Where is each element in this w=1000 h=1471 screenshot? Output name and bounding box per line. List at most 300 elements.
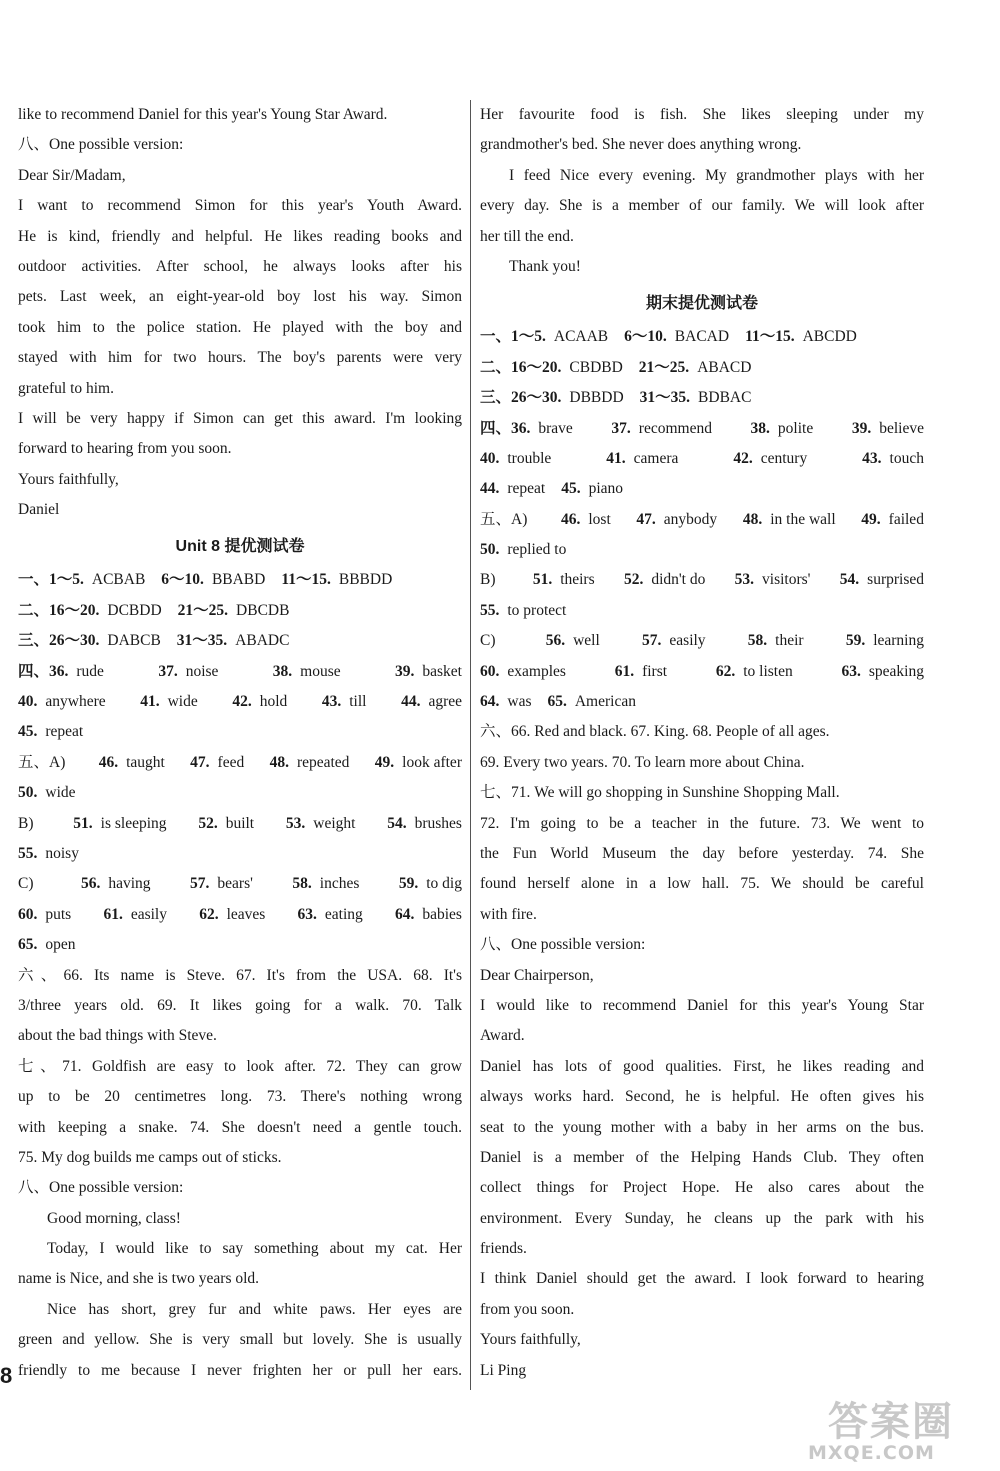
answer-item xyxy=(292,869,359,899)
answer-text: polite xyxy=(777,419,814,437)
text-line: seat to the young mother with a baby in her arms on the bus. xyxy=(480,1118,924,1136)
question-number: B) xyxy=(480,571,496,589)
answer-item xyxy=(198,809,254,839)
text-line: Award. xyxy=(480,1027,525,1045)
question-number: C) xyxy=(18,875,34,893)
text-line: 七、71. We will go shopping in Sunshine Shopping Mall. xyxy=(480,784,840,802)
question-number: 50. xyxy=(480,541,500,559)
right-answer-grid xyxy=(480,322,924,717)
question-number: 39. xyxy=(395,662,415,680)
answer-text: believe xyxy=(879,419,924,437)
question-number: 63. xyxy=(841,662,861,680)
answer-item xyxy=(177,626,290,656)
answer-item xyxy=(103,900,167,930)
answer-text: replied to xyxy=(507,541,567,559)
question-number: 49. xyxy=(374,753,395,771)
text-line: friends. xyxy=(480,1240,527,1258)
answer-item xyxy=(18,687,106,717)
answer-text: noise xyxy=(185,662,219,680)
answer-text: feed xyxy=(217,753,245,771)
question-number: 38. xyxy=(272,662,293,680)
question-number: 56. xyxy=(80,875,101,893)
question-number: 11～15. xyxy=(281,571,331,589)
answer-text: recommend xyxy=(638,419,712,437)
question-number: 48. xyxy=(742,510,763,528)
answer-item xyxy=(81,869,151,899)
text-line: stayed with him for two hours. The boy's parents were very xyxy=(18,349,462,367)
answer-text: wide xyxy=(167,693,198,711)
left-bottom-text xyxy=(18,961,462,1204)
answer-item xyxy=(751,414,814,444)
answer-item xyxy=(73,809,166,839)
answer-item xyxy=(842,657,924,687)
answer-text: failed xyxy=(888,510,924,528)
answer-item xyxy=(533,565,595,595)
question-number: 二、16～20. xyxy=(18,601,100,619)
answer-text: anybody xyxy=(663,510,718,528)
essay-line: friendly to me because I never frighten her or pull her ears. xyxy=(18,1361,462,1379)
answer-text: agree xyxy=(428,693,462,711)
answer-text: first xyxy=(642,662,668,680)
text-line: 八、One possible version: xyxy=(18,1179,184,1197)
essay-line: name is Nice, and she is two years old. xyxy=(18,1270,260,1288)
left-top-text xyxy=(18,100,462,525)
answer-text: easily xyxy=(130,905,167,923)
essay-line: Thank you! xyxy=(509,257,581,275)
answer-text: American xyxy=(574,693,636,711)
question-number: 一、1～5. xyxy=(480,328,546,346)
essay-line: every day. She is a member of our family. We will look after xyxy=(480,197,924,215)
answer-text: century xyxy=(760,449,808,467)
question-number: 42. xyxy=(733,449,753,467)
answer-row xyxy=(18,778,462,808)
answer-item xyxy=(561,505,611,535)
answer-item xyxy=(18,657,104,687)
answer-text: till xyxy=(349,693,367,711)
answer-item xyxy=(395,900,462,930)
question-number: 59. xyxy=(845,632,866,650)
question-number: 64. xyxy=(480,693,500,711)
answer-text: hold xyxy=(259,693,288,711)
answer-item xyxy=(199,900,265,930)
question-number: 41. xyxy=(140,693,160,711)
question-number: 47. xyxy=(636,510,656,528)
answer-text: surprised xyxy=(867,571,924,589)
answer-text: to dig xyxy=(426,875,462,893)
text-line: 六、66. Its name is Steve. 67. It's from the USA. 68. It's xyxy=(18,966,462,984)
answer-row xyxy=(18,626,462,656)
answer-text: built xyxy=(225,814,255,832)
question-number: 47. xyxy=(190,753,210,771)
answer-item xyxy=(480,383,624,413)
answer-text: their xyxy=(775,632,804,650)
text-line: environment. Every Sunday, he cleans up the park with his xyxy=(480,1209,924,1227)
answer-text: DBBDD xyxy=(569,389,624,407)
question-number: 二、16～20. xyxy=(480,358,562,376)
question-number: 37. xyxy=(611,419,631,437)
text-line: 3/three years old. 69. It likes going for a walk. 70. Talk xyxy=(18,996,462,1014)
answer-text: BDBAC xyxy=(698,389,752,407)
answer-item xyxy=(18,869,42,899)
question-number: 56. xyxy=(545,632,566,650)
answer-item xyxy=(298,900,363,930)
answer-row xyxy=(480,596,924,626)
answer-item xyxy=(546,626,600,656)
answer-row xyxy=(480,626,924,656)
essay-line: grandmother's bed. She never does anything wrong. xyxy=(480,136,802,154)
answer-text: repeated xyxy=(296,753,350,771)
answer-text: brave xyxy=(538,419,573,437)
question-number: 五、A) xyxy=(18,753,66,771)
text-line: Yours faithfully, xyxy=(18,470,119,488)
question-number: 四、36. xyxy=(18,662,69,680)
question-number: 46. xyxy=(98,753,119,771)
answer-row xyxy=(480,414,924,444)
answer-item xyxy=(99,748,165,778)
question-number: 三、26～30. xyxy=(18,632,100,650)
answer-text: repeat xyxy=(507,480,546,498)
question-number: 51. xyxy=(532,571,553,589)
answer-item xyxy=(161,565,265,595)
question-number: 41. xyxy=(606,449,626,467)
question-number: 11～15. xyxy=(745,328,795,346)
text-line: forward to hearing from you soon. xyxy=(18,440,232,458)
answer-text: in the wall xyxy=(770,510,836,528)
answer-item xyxy=(480,596,566,626)
answer-item xyxy=(642,626,706,656)
answer-row xyxy=(480,474,924,504)
question-number: 55. xyxy=(480,601,500,619)
question-number: 49. xyxy=(861,510,881,528)
question-number: 43. xyxy=(321,693,342,711)
question-number: 65. xyxy=(547,693,567,711)
question-number: 31～35. xyxy=(176,632,228,650)
answer-item xyxy=(624,322,729,352)
answer-item xyxy=(615,657,667,687)
question-number: 57. xyxy=(642,632,662,650)
answer-text: BBABD xyxy=(211,571,266,589)
answer-item xyxy=(286,809,356,839)
answer-text: bears' xyxy=(217,875,253,893)
answer-text: weight xyxy=(313,814,356,832)
answer-text: eating xyxy=(324,905,363,923)
answer-text: BACAD xyxy=(674,328,730,346)
answer-row xyxy=(480,657,924,687)
right-bottom-text xyxy=(480,717,924,1386)
unit8-section-title: Unit 8 提优测试卷 xyxy=(175,538,305,556)
answer-item xyxy=(395,657,462,687)
answer-item xyxy=(375,748,462,778)
answer-text: theirs xyxy=(560,571,595,589)
answer-text: babies xyxy=(422,905,462,923)
watermark xyxy=(800,1390,995,1468)
text-line: 六、66. Red and black. 67. King. 68. People of all ages. xyxy=(480,723,830,741)
answer-text: wide xyxy=(45,784,76,802)
answer-row xyxy=(18,687,462,717)
question-number: 40. xyxy=(480,449,500,467)
answer-row xyxy=(18,930,462,960)
answer-row xyxy=(18,717,462,747)
answer-text: DCBDD xyxy=(107,601,162,619)
answer-item xyxy=(401,687,462,717)
text-line: 75. My dog builds me camps out of sticks. xyxy=(18,1148,282,1166)
answer-text: open xyxy=(45,936,76,954)
answer-text: ACBAB xyxy=(91,571,146,589)
answer-row xyxy=(480,687,924,717)
answer-text: having xyxy=(108,875,151,893)
text-line: grateful to him. xyxy=(18,379,114,397)
text-line: from you soon. xyxy=(480,1300,575,1318)
answer-row xyxy=(480,505,924,535)
text-line: with keeping a snake. 74. She doesn't need a gentle touch. xyxy=(18,1118,462,1136)
answer-text: BBBDD xyxy=(338,571,393,589)
answer-text: camera xyxy=(633,449,679,467)
right-top-text xyxy=(480,100,924,282)
answer-item xyxy=(480,505,535,535)
question-number: 57. xyxy=(190,875,210,893)
text-line: pets. Last week, an eight-year-old boy lost his way. Simon xyxy=(18,288,462,306)
answer-item xyxy=(716,657,793,687)
question-number: 52. xyxy=(198,814,218,832)
answer-text: ACAAB xyxy=(553,328,609,346)
answer-item xyxy=(480,444,551,474)
answer-item xyxy=(281,565,392,595)
answer-item xyxy=(158,657,218,687)
answer-item xyxy=(480,565,504,595)
answer-item xyxy=(18,748,73,778)
answer-row xyxy=(18,809,462,839)
answer-item xyxy=(270,748,350,778)
answer-item xyxy=(140,687,198,717)
answer-row xyxy=(480,322,924,352)
text-line: I will be very happy if Simon can get this award. I'm looking xyxy=(18,409,462,427)
answer-row xyxy=(480,535,924,565)
question-number: 6～10. xyxy=(161,571,204,589)
question-number: 46. xyxy=(561,510,581,528)
question-number: 四、36. xyxy=(480,419,531,437)
answer-text: puts xyxy=(45,905,72,923)
question-number: 62. xyxy=(199,905,219,923)
answer-item xyxy=(232,687,287,717)
question-number: 40. xyxy=(18,693,38,711)
answer-text: ABCDD xyxy=(802,328,857,346)
answer-text: leaves xyxy=(226,905,266,923)
answer-text: visitors' xyxy=(762,571,811,589)
question-number: 50. xyxy=(18,784,38,802)
answer-text: brushes xyxy=(414,814,462,832)
question-number: 63. xyxy=(297,905,317,923)
answer-text: to listen xyxy=(743,662,793,680)
answer-text: learning xyxy=(873,632,924,650)
answer-item xyxy=(387,809,462,839)
question-number: 五、A) xyxy=(480,510,528,528)
answer-item xyxy=(18,717,83,747)
answer-row xyxy=(480,383,924,413)
answer-item xyxy=(18,778,76,808)
question-number: 6～10. xyxy=(624,328,667,346)
text-line: always works hard. Second, he is helpful. He often gives his xyxy=(480,1088,924,1106)
question-number: 58. xyxy=(747,632,768,650)
answer-item xyxy=(480,626,504,656)
answer-text: to protect xyxy=(507,601,567,619)
answer-item xyxy=(18,900,71,930)
answer-text: mouse xyxy=(300,662,341,680)
text-line: 72. I'm going to be a teacher in the future. 73. We went to xyxy=(480,814,924,832)
question-number: 42. xyxy=(232,693,252,711)
text-line: I think Daniel should get the award. I look forward to hearing xyxy=(480,1270,924,1288)
answer-item xyxy=(18,596,162,626)
text-line: Dear Chairperson, xyxy=(480,966,594,984)
answer-row xyxy=(18,657,462,687)
question-number: 38. xyxy=(750,419,770,437)
question-number: 一、1～5. xyxy=(18,571,84,589)
question-number: 54. xyxy=(839,571,860,589)
answer-item xyxy=(18,930,76,960)
answer-item xyxy=(745,322,857,352)
answer-item xyxy=(846,626,924,656)
answer-item xyxy=(273,657,341,687)
answer-text: basket xyxy=(422,662,462,680)
text-line: collect things for Project Hope. He also cares about the xyxy=(480,1179,924,1197)
answer-item xyxy=(480,657,566,687)
answer-row xyxy=(18,596,462,626)
text-line: like to recommend Daniel for this year's Young Star Award. xyxy=(18,106,388,123)
answer-text: ABACD xyxy=(697,358,752,376)
answer-row xyxy=(18,748,462,778)
answer-text: taught xyxy=(126,753,165,771)
question-number: 60. xyxy=(480,662,500,680)
answer-text: trouble xyxy=(507,449,552,467)
answer-text: easily xyxy=(669,632,706,650)
answer-text: rude xyxy=(76,662,104,680)
answer-item xyxy=(861,505,924,535)
answer-item xyxy=(399,869,462,899)
answer-text: look after xyxy=(402,753,462,771)
question-number: 55. xyxy=(18,844,38,862)
answer-text: inches xyxy=(319,875,360,893)
answer-text: CBDBD xyxy=(569,358,623,376)
question-number: 48. xyxy=(269,753,289,771)
answer-item xyxy=(480,414,573,444)
answer-row xyxy=(18,565,462,595)
answer-text: lost xyxy=(588,510,611,528)
answer-item xyxy=(611,414,712,444)
text-line: 八、One possible version: xyxy=(480,936,646,954)
answer-item xyxy=(322,687,367,717)
answer-text: examples xyxy=(507,662,566,680)
answer-item xyxy=(735,565,811,595)
left-column xyxy=(18,100,462,1386)
question-number: 44. xyxy=(401,693,421,711)
answer-row xyxy=(480,565,924,595)
essay-line: I feed Nice every evening. My grandmother plays with her xyxy=(509,166,924,184)
answer-item xyxy=(178,596,290,626)
question-number: 58. xyxy=(292,875,312,893)
essay-line: Good morning, class! xyxy=(47,1209,181,1227)
text-line: the Fun World Museum the day before yesterday. 74. She xyxy=(480,844,924,862)
text-line: Daniel has lots of good qualities. First, he likes reading and xyxy=(480,1057,924,1075)
essay-line: Nice has short, grey fur and white paws. Her eyes are xyxy=(47,1300,462,1318)
text-line: Yours faithfully, xyxy=(480,1331,581,1349)
text-line: I would like to recommend Daniel for this year's Young Star xyxy=(480,996,924,1014)
answer-item xyxy=(18,809,42,839)
question-number: 21～25. xyxy=(638,358,690,376)
answer-item xyxy=(640,383,752,413)
answer-text: noisy xyxy=(45,844,79,862)
question-number: 43. xyxy=(862,449,882,467)
text-line: Daniel xyxy=(18,501,60,519)
answer-item xyxy=(18,839,79,869)
answer-item xyxy=(852,414,924,444)
text-line: Daniel is a member of the Helping Hands Club. They often xyxy=(480,1148,924,1166)
answer-row xyxy=(18,869,462,899)
question-number: 62. xyxy=(715,662,736,680)
essay-line: Today, I would like to say something about my cat. Her xyxy=(47,1240,462,1258)
question-number: 59. xyxy=(398,875,419,893)
question-number: 51. xyxy=(73,814,93,832)
question-number: 31～35. xyxy=(639,389,691,407)
answer-item xyxy=(480,474,545,504)
right-column xyxy=(480,100,924,1386)
final-exam-section-title: 期末提优测试卷 xyxy=(645,295,758,313)
question-number: 三、26～30. xyxy=(480,389,562,407)
left-essay xyxy=(18,1204,462,1386)
answer-row xyxy=(480,353,924,383)
answer-item xyxy=(18,565,145,595)
answer-text: ABADC xyxy=(235,632,290,650)
question-number: 37. xyxy=(158,662,178,680)
question-number: 54. xyxy=(387,814,407,832)
text-line: found herself alone in a low hall. 75. We should be careful xyxy=(480,875,924,893)
text-line: Li Ping xyxy=(480,1361,527,1379)
answer-text: DABCB xyxy=(107,632,161,650)
answer-item xyxy=(561,474,623,504)
answer-item xyxy=(480,353,623,383)
column-divider xyxy=(470,100,471,1390)
text-line: I want to recommend Simon for this year's Youth Award. xyxy=(18,197,462,215)
text-line: Dear Sir/Madam, xyxy=(18,166,126,184)
question-number: 64. xyxy=(394,905,415,923)
answer-item xyxy=(743,505,836,535)
question-number: 53. xyxy=(734,571,755,589)
question-number: 21～25. xyxy=(177,601,229,619)
answer-text: repeat xyxy=(45,723,84,741)
text-line: up to be 20 centimetres long. 73. There's nothing wrong xyxy=(18,1088,462,1106)
question-number: 39. xyxy=(851,419,872,437)
answer-item xyxy=(639,353,752,383)
text-line: outdoor activities. After school, he always looks after his xyxy=(18,257,462,275)
answer-text: anywhere xyxy=(45,693,106,711)
answer-item xyxy=(840,565,924,595)
answer-item xyxy=(480,322,608,352)
question-number: 60. xyxy=(18,905,38,923)
answer-row xyxy=(18,839,462,869)
text-line: took him to the police station. He played with the boy and xyxy=(18,318,462,336)
answer-row xyxy=(18,900,462,930)
watermark-logo: 答案圈 xyxy=(828,1399,954,1445)
answer-item xyxy=(636,505,717,535)
question-number: 61. xyxy=(103,905,123,923)
answer-item xyxy=(624,565,705,595)
answer-item xyxy=(480,535,566,565)
page-number: 8 xyxy=(0,1363,13,1388)
answer-item xyxy=(190,869,253,899)
essay-line: her till the end. xyxy=(480,227,574,245)
text-line: with fire. xyxy=(480,905,537,923)
answer-item xyxy=(862,444,924,474)
answer-item xyxy=(606,444,678,474)
question-number: 52. xyxy=(623,571,644,589)
